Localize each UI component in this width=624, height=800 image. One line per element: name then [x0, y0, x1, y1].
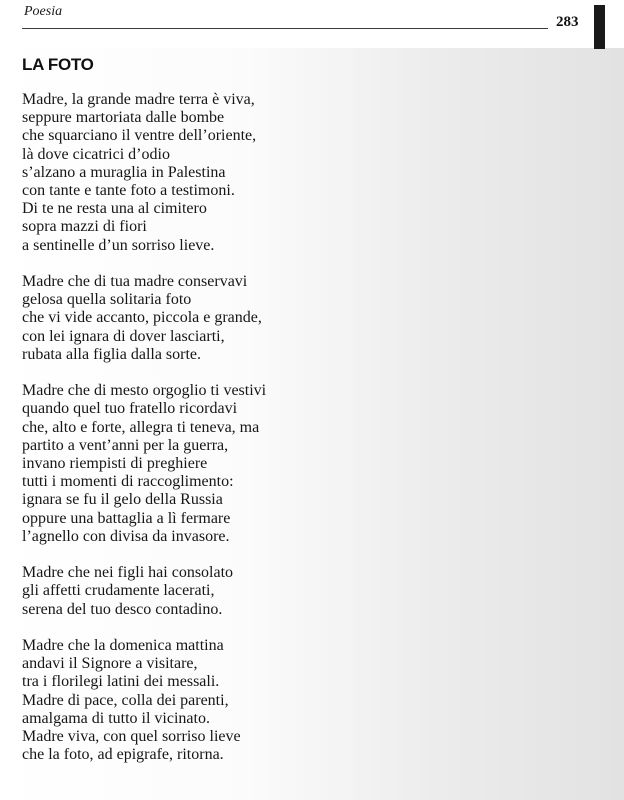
poem-line: che la foto, ad epigrafe, ritorna.: [22, 746, 224, 764]
poem-line: rubata alla figlia dalla sorte.: [22, 345, 202, 363]
poem-body: [22, 91, 562, 783]
poem-line: tutti i momenti di raccoglimento:: [22, 473, 234, 491]
poem-line: partito a vent’anni per la guerra,: [22, 436, 229, 454]
poem-line: seppure martoriata dalle bombe: [22, 109, 225, 127]
poem-line: Di te ne resta una al cimitero: [22, 200, 207, 218]
stanza: [22, 564, 562, 619]
poem-line: che, alto e forte, allegra ti teneva, ma: [22, 418, 260, 436]
poem-line: gelosa quella solitaria foto: [22, 291, 192, 309]
section-label: Poesia: [24, 4, 63, 19]
poem-line: Madre di pace, colla dei parenti,: [22, 691, 229, 709]
poem-title: LA FOTO: [22, 55, 94, 74]
stanza: [22, 637, 562, 764]
poem-line: gli affetti crudamente lacerati,: [22, 582, 215, 600]
poem-line: a sentinelle d’un sorriso lieve.: [22, 236, 215, 254]
poem-line: con lei ignara di dover lasciarti,: [22, 327, 225, 345]
poem-line: invano riempisti di preghiere: [22, 455, 208, 473]
poem-line: che squarciano il ventre dell’oriente,: [22, 127, 257, 145]
poem-line: oppure una battaglia a lì fermare: [22, 509, 231, 527]
poem-line: Madre viva, con quel sorriso lieve: [22, 728, 241, 746]
poem-line: l’agnello con divisa da invasore.: [22, 527, 230, 545]
poem-line: con tante e tante foto a testimoni.: [22, 182, 235, 200]
poem-line: serena del tuo desco contadino.: [22, 600, 223, 618]
poem-line: Madre che nei figli hai consolato: [22, 564, 234, 582]
poem-line: Madre che di tua madre conservavi: [22, 273, 248, 291]
poem-line: s’alzano a muraglia in Palestina: [22, 163, 226, 181]
poem-line: sopra mazzi di fiori: [22, 218, 147, 236]
page-number: 283: [556, 14, 579, 30]
stanza: [22, 382, 562, 546]
poem-line: Madre che la domenica mattina: [22, 637, 224, 655]
header-rule: [22, 28, 548, 29]
page-edge-bar: [594, 5, 605, 49]
poem-line: tra i florilegi latini dei messali.: [22, 673, 220, 691]
stanza: [22, 91, 562, 255]
page-header: [0, 0, 624, 48]
poem-line: ignara se fu il gelo della Russia: [22, 491, 223, 509]
poem-line: Madre, la grande madre terra è viva,: [22, 91, 255, 108]
poem-line: amalgama di tutto il vicinato.: [22, 709, 210, 727]
poem-line: Madre che di mesto orgoglio ti vestivi: [22, 382, 267, 400]
poem-line: che vi vide accanto, piccola e grande,: [22, 309, 262, 327]
stanza: [22, 273, 562, 364]
poem-line: andavi il Signore a visitare,: [22, 655, 198, 673]
poem-line: là dove cicatrici d’odio: [22, 145, 170, 163]
poem-line: quando quel tuo fratello ricordavi: [22, 400, 238, 418]
